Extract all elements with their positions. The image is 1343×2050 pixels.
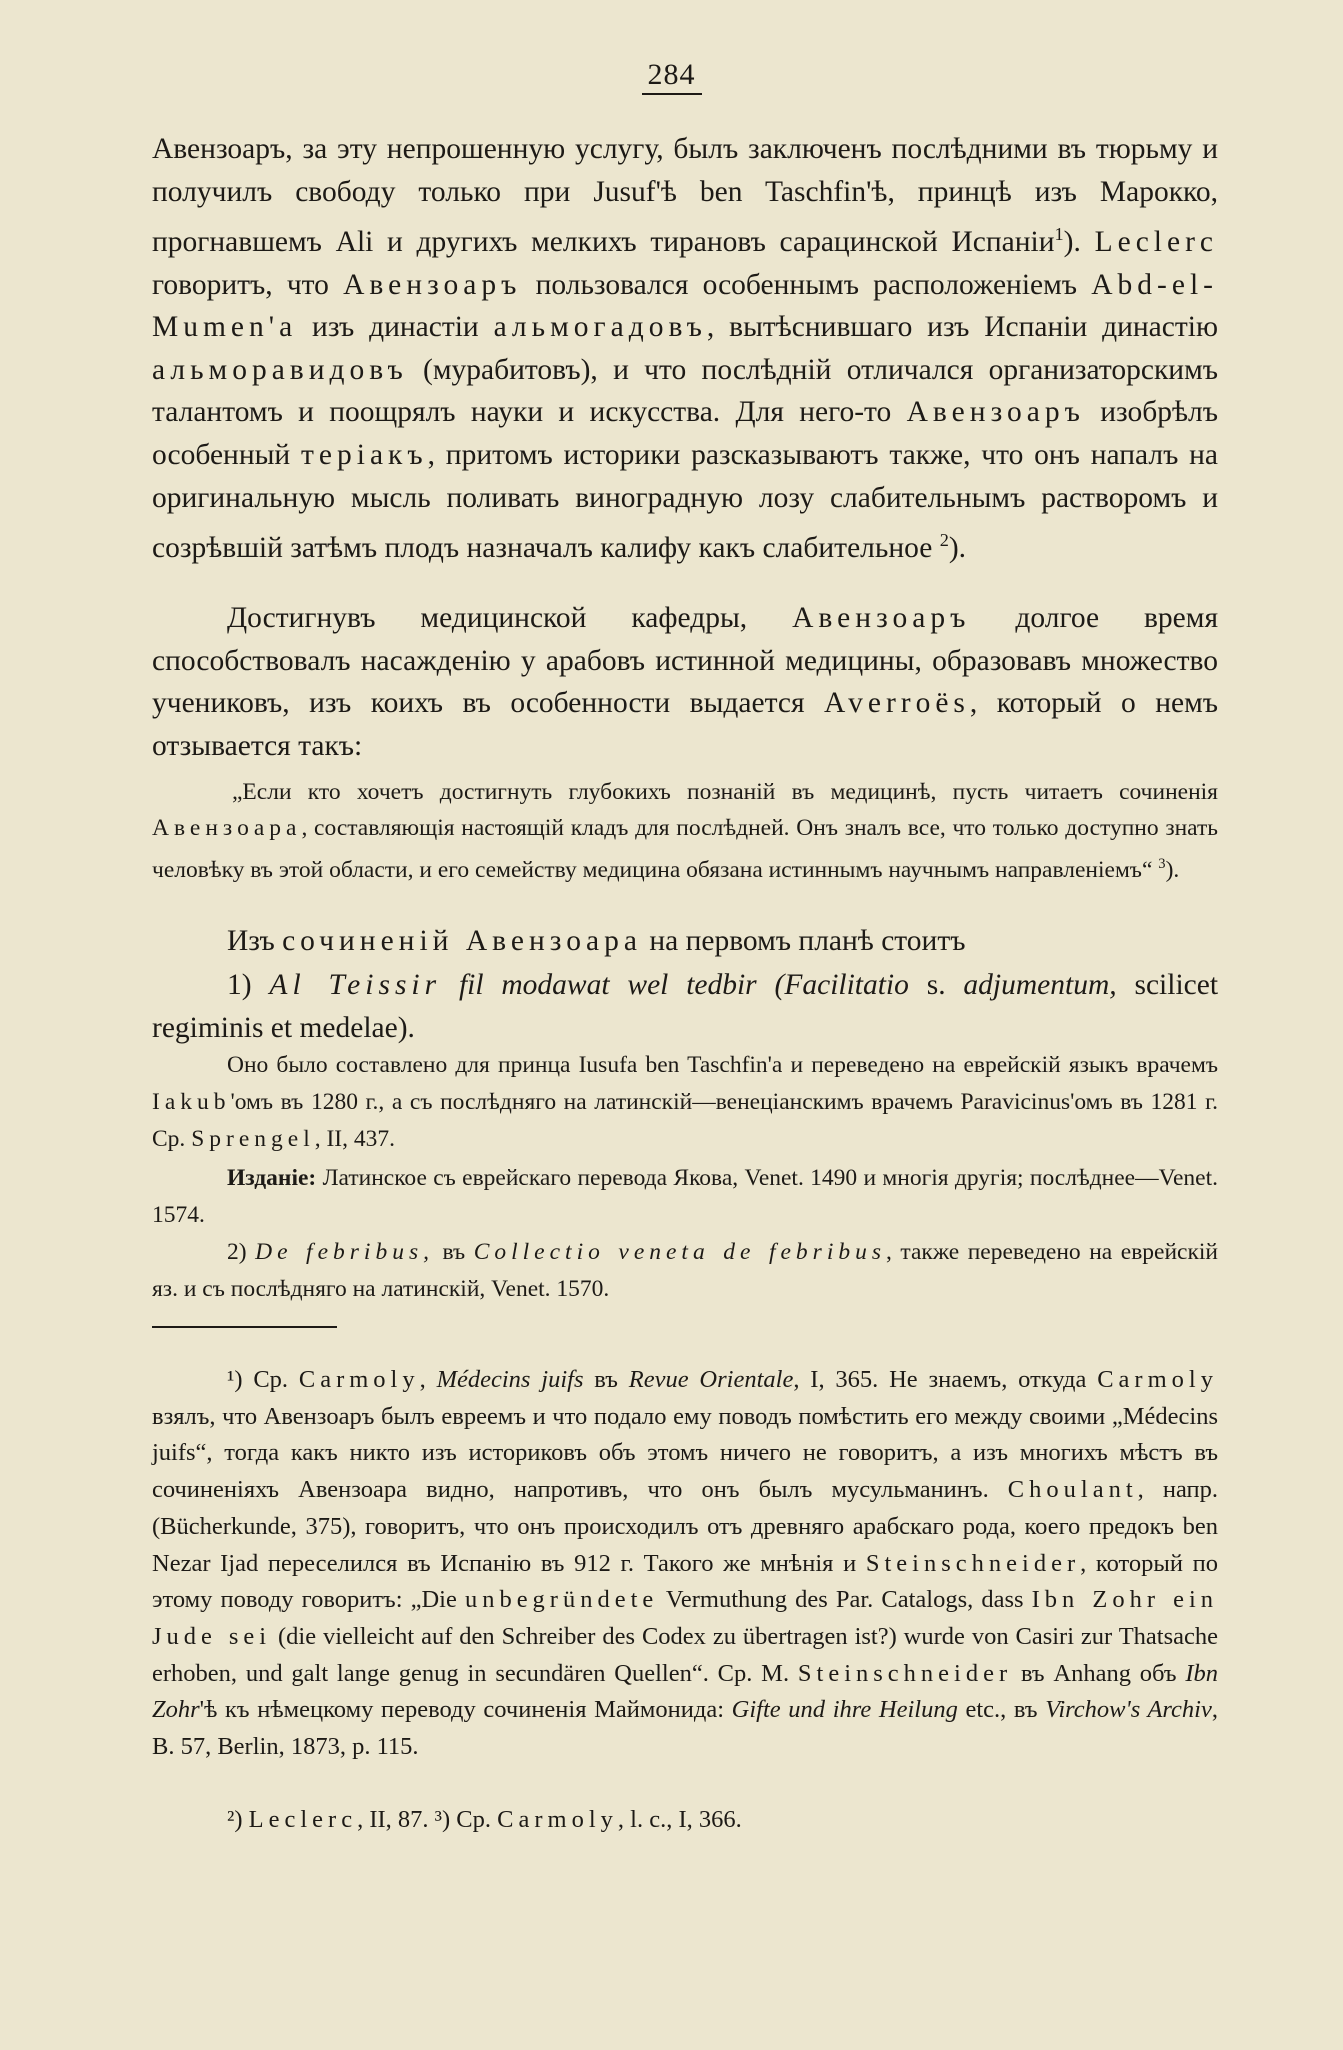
work-1-note: Оно было составлено для принца Iusufa ben Taschfin'a и переведено на еврейскій языкъ врачемъ Iakub'омъ въ 1280 г., а съ послѣдняго на латинскій—венеціанскимъ врачемъ Paravicinus'омъ въ 1281 г. Ср. Sprengel, II, 437.: [152, 1052, 1218, 1152]
work-1-title: 1) Al Teissir fil modawat wel tedbir (Facilitatio s. adjumentum, scilicet regiminis et medelae).: [152, 969, 1219, 1044]
works-intro: Изъ сочиненій Авензоара на первомъ планѣ стоитъ: [227, 925, 966, 957]
work-1-edition: Изданіе: Латинское съ еврейскаго перевода Якова, Venet. 1490 и многія другія; послѣднее—Venet. 1574.: [152, 1165, 1218, 1228]
page-number: 284: [0, 58, 1343, 92]
work-2: 2) De febribus, въ Collectio veneta de febribus, также переведено на еврейскій яз. и съ послѣдняго на латинскій, Venet. 1570.: [152, 1239, 1218, 1302]
paragraph-2: Достигнувъ медицинской кафедры, Авензоаръ долгое время способствовалъ насажденію у арабовъ истинной медицины, образовавъ множество учениковъ, изъ коихъ въ особенности выдается Averroës, который о немъ отзывается такъ:: [152, 602, 1219, 762]
footnotes-2-3: ²) Leclerc, II, 87. ³) Ср. Carmoly, l. c., I, 366.: [227, 1806, 742, 1833]
quotation: „Если кто хочетъ достигнуть глубокихъ познаній въ медицинѣ, пусть читаетъ сочиненія Авензоара, составляющія настоящій кладъ для послѣдней. Онъ зналъ все, что только доступно знать человѣку въ этой области, и его семейству медицина обязана истиннымъ научнымъ направленіемъ“ $^3$).: [152, 779, 1218, 883]
footnote-1: ¹) Ср. Carmoly, Médecins juifs въ Revue Orientale, I, 365. Не знаемъ, откуда Carmoly взялъ, что Авензоаръ былъ евреемъ и что подало ему поводъ помѣстить его между своими „Médecins juifs“, тогда какъ никто изъ историковъ объ этомъ ничего не говоритъ, а изъ многихъ мѣстъ въ сочиненіяхъ Авензоара видно, напротивъ, что онъ былъ мусульманинъ. Choulant, напр. (Bücherkunde, 375), говоритъ, что онъ происходилъ отъ древняго арабскаго рода, коего предокъ ben Nezar Ijad переселился въ Испанію въ 912 г. Такого же мнѣнія и Steinschneider, который по этому поводу говоритъ: „Die unbegründete Vermuthung des Par. Catalogs, dass Ibn Zohr ein Jude sei (die vielleicht auf den Schreiber des Codex zu übertragen ist?) wurde von Casiri zur Thatsache erhoben, und galt lange genug in secundären Quellen“. Ср. M. Steinschneider въ Anhang объ Ibn Zohr'ѣ къ нѣмецкому переводу сочиненія Маймонида: Gifte und ihre Heilung etc., въ Virchow's Archiv, B. 57, Berlin, 1873, p. 115.: [152, 1366, 1219, 1761]
paragraph-1: Авензоаръ, за эту непрошенную услугу, былъ заключенъ послѣдними въ тюрьму и получилъ свободу только при Jusuf'ѣ ben Taschfin'ѣ, принцѣ изъ Марокко, прогнавшемъ Ali и другихъ мелкихъ тирановъ сарацинской Испаніи$^1$). Leclerc говоритъ, что Авензоаръ пользовался особеннымъ расположеніемъ Abd-el-Mumen'a изъ династіи альмогадовъ, вытѣснившаго изъ Испаніи династію альморавидовъ (мурабитовъ), и что послѣдній отличался организаторскимъ талантомъ и поощрялъ науки и искусства. Для него-то Авензоаръ изобрѣлъ особенный теріакъ, притомъ историки разсказываютъ также, что онъ напалъ на оригинальную мысль поливать виноградную лозу слабительнымъ растворомъ и созрѣвшій затѣмъ плодъ назначалъ калифу какъ слабительное $^2$).: [152, 133, 1219, 564]
footnote-rule: [152, 1326, 337, 1328]
